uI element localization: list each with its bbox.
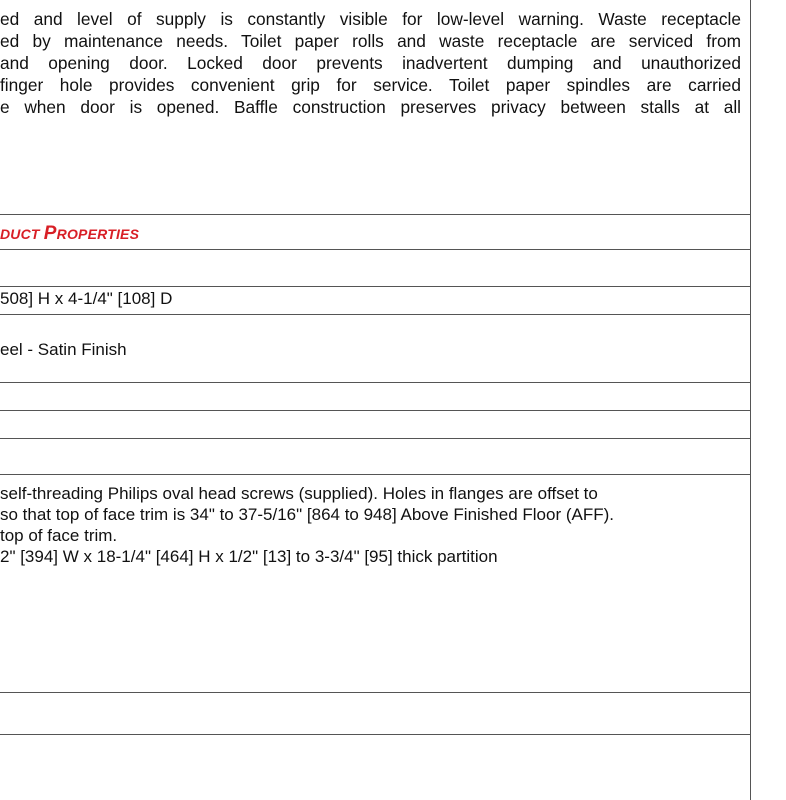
divider xyxy=(0,249,751,250)
installation-text xyxy=(0,483,741,567)
divider xyxy=(0,382,751,383)
installation-line: top of face trim. xyxy=(0,526,118,545)
description-line: e when door is opened. Baffle construction preserves privacy between stalls at all xyxy=(0,97,741,117)
divider xyxy=(0,438,751,439)
installation-line: so that top of face trim is 34" to 37-5/16" [864 to 948] Above Finished Floor (AFF). xyxy=(0,505,614,524)
description-line: finger hole provides convenient grip for service. Toilet paper spindles are carried xyxy=(0,75,741,95)
divider xyxy=(0,474,751,475)
property-dimensions: 508] H x 4-1/4" [108] D xyxy=(0,289,173,308)
divider xyxy=(0,286,751,287)
divider xyxy=(0,314,751,315)
installation-line: 2" [394] W x 18-1/4" [464] H x 1/2" [13] to 3-3/4" [95] thick partition xyxy=(0,547,498,566)
description-line: and opening door. Locked door prevents inadvertent dumping and unauthorized xyxy=(0,53,741,73)
description-line: ed and level of supply is constantly visible for low-level warning. Waste receptacle xyxy=(0,9,741,29)
description-line: ed by maintenance needs. Toilet paper rolls and waste receptacle are serviced from xyxy=(0,31,741,51)
installation-line: self-threading Philips oval head screws (supplied). Holes in flanges are offset to xyxy=(0,484,598,503)
section-title-product-properties: DUCT PROPERTIES xyxy=(0,223,140,244)
right-border xyxy=(750,0,751,800)
divider xyxy=(0,410,751,411)
divider xyxy=(0,734,751,735)
divider xyxy=(0,692,751,693)
divider xyxy=(0,214,751,215)
property-material: eel - Satin Finish xyxy=(0,340,127,359)
product-description xyxy=(0,8,741,118)
